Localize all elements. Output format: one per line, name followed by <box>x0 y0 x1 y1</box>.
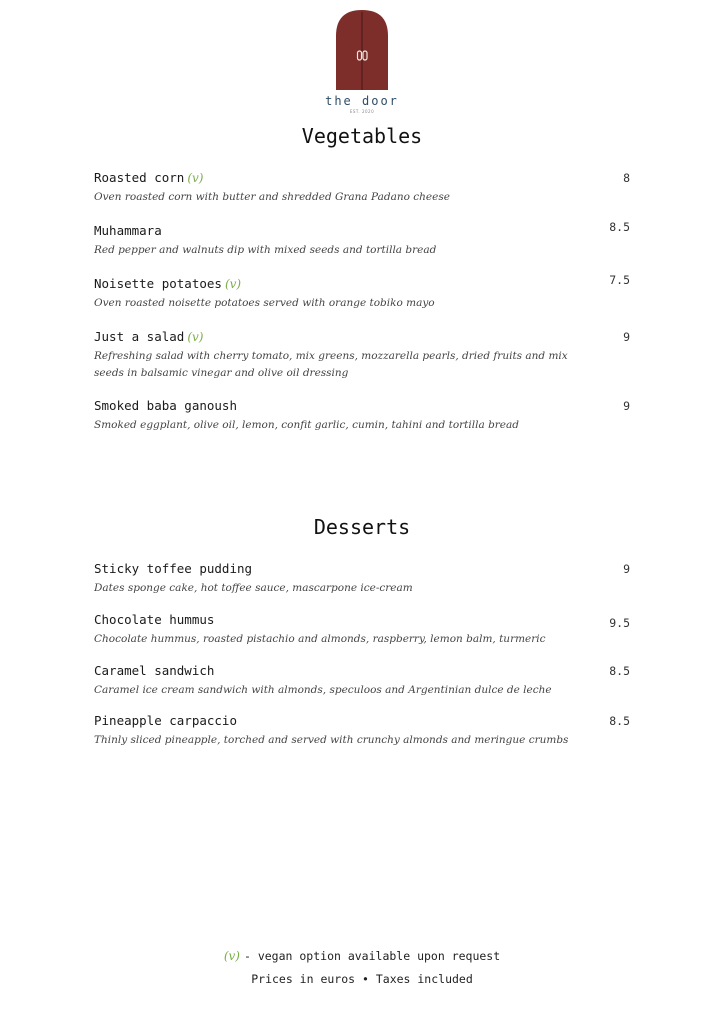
item-price: 9 <box>623 330 630 344</box>
item-description: Chocolate hummus, roasted pistachio and almonds, raspberry, lemon balm, turmeric <box>94 633 546 645</box>
item-name-wrap <box>94 276 630 292</box>
menu-item <box>94 612 630 648</box>
menu-item <box>94 220 630 259</box>
brand-name: the door <box>325 94 399 108</box>
item-price: 8.5 <box>609 220 630 234</box>
item-price: 9.5 <box>609 616 630 630</box>
item-description: Thinly sliced pineapple, torched and served with crunchy almonds and meringue crumbs <box>94 734 569 746</box>
item-description: Oven roasted corn with butter and shredded Grana Padano cheese <box>94 191 450 203</box>
item-description: Oven roasted noisette potatoes served with orange tobiko mayo <box>94 297 435 309</box>
vegan-note: - vegan option available upon request <box>243 949 501 963</box>
item-description: Smoked eggplant, olive oil, lemon, confit garlic, cumin, tahini and tortilla bread <box>94 419 520 431</box>
item-name-wrap <box>94 223 630 239</box>
item-price: 9 <box>623 399 630 413</box>
item-price: 8.5 <box>609 664 630 678</box>
item-name: Roasted corn <box>94 170 185 185</box>
menu-item <box>94 170 630 206</box>
item-name-wrap <box>94 612 630 628</box>
item-name: Sticky toffee pudding <box>94 561 253 576</box>
item-name: Muhammara <box>94 223 162 238</box>
section-title-vegetables: Vegetables <box>301 124 423 148</box>
menu-item <box>94 329 630 382</box>
item-name: Caramel sandwich <box>94 663 215 678</box>
item-price: 8.5 <box>609 714 630 728</box>
menu-item <box>94 713 630 749</box>
item-name-wrap <box>94 561 630 577</box>
menu-item <box>94 398 630 434</box>
vegan-marker: (v) <box>223 949 240 963</box>
logo <box>0 8 724 114</box>
menu-item <box>94 663 630 699</box>
vegan-legend <box>0 949 724 963</box>
item-description: Red pepper and walnuts dip with mixed seeds and tortilla bread <box>94 244 437 256</box>
vegan-tag: (v) <box>224 277 242 291</box>
brand-subtitle: EST. 2020 <box>349 109 375 114</box>
section-title-desserts: Desserts <box>313 515 411 539</box>
item-name: Smoked baba ganoush <box>94 398 237 413</box>
item-name: Just a salad <box>94 329 185 344</box>
item-price: 9 <box>623 562 630 576</box>
item-name: Noisette potatoes <box>94 276 222 291</box>
prices-note: Prices in euros • Taxes included <box>251 972 473 986</box>
item-description: Refreshing salad with cherry tomato, mix greens, mozzarella pearls, dried fruits and mix seeds in balsamic vinegar and olive oil dressing <box>94 350 568 379</box>
item-name-wrap <box>94 329 630 345</box>
item-name-wrap <box>94 663 630 679</box>
item-price: 8 <box>623 171 630 185</box>
item-name: Pineapple carpaccio <box>94 713 237 728</box>
menu-item <box>94 561 630 597</box>
door-icon <box>334 8 390 92</box>
menu-item <box>94 273 630 312</box>
vegan-tag: (v) <box>187 330 204 344</box>
vegan-tag: (v) <box>187 171 204 185</box>
item-name-wrap <box>94 713 630 729</box>
item-name: Chocolate hummus <box>94 612 215 627</box>
item-name-wrap <box>94 398 630 414</box>
item-description: Dates sponge cake, hot toffee sauce, mascarpone ice-cream <box>94 582 413 594</box>
item-description: Caramel ice cream sandwich with almonds, speculoos and Argentinian dulce de leche <box>94 684 552 696</box>
item-price: 7.5 <box>609 273 630 287</box>
item-name-wrap <box>94 170 630 186</box>
